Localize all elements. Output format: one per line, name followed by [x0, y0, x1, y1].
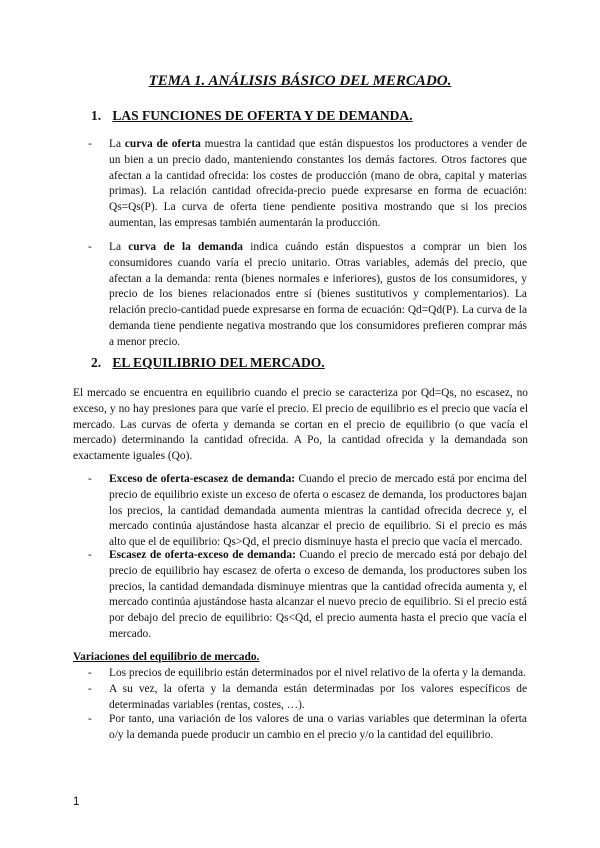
bullet-text: Cuando el precio de mercado está por debajo del precio de equilibrio hay escasez de oferta o exceso de demanda, los productores suben los precios, la cantidad demandada disminuye mientras que la cantidad ofrecida aumenta y, el mercado continúa ajustándose hasta alcanzar el nuevo precio de equilibrio. Si el precio está por debajo del precio de equilibrio: Qs<Qd, el precio aumenta hasta el precio que vacía el mercado.: [109, 549, 527, 640]
section-2-title: EL EQUILIBRIO DEL MERCADO.: [112, 355, 325, 370]
bullet-dash: -: [88, 138, 92, 150]
bullet-bold-term: Escasez de oferta-exceso de demanda:: [109, 549, 296, 561]
bullet-dash: -: [88, 241, 92, 253]
bullet-dash: -: [88, 667, 92, 679]
bullet-bold-term: curva de la demanda: [128, 241, 243, 253]
section-2-number: 2.: [91, 355, 102, 370]
variation-item: [88, 682, 527, 714]
variations-heading: Variaciones del equilibrio de mercado.: [73, 651, 260, 663]
bullet-supply-shortage: [88, 548, 527, 643]
variation-item: [88, 666, 527, 682]
variation-text: Los precios de equilibrio están determinados por el nivel relativo de la oferta y la demanda.: [109, 667, 526, 679]
bullet-excess-supply: [88, 472, 527, 551]
bullet-bold-term: Exceso de oferta-escasez de demanda:: [109, 473, 296, 485]
bullet-text: indica cuándo están dispuestos a comprar un bien los consumidores cuando varía el precio unitario. Otras variables, además del precio, que afectan a la demanda: renta (bienes normales e inferiores), gustos de los consumidores, y precio de los bienes relacionados entre sí (bienes sustitutivos y complementarios). La relación precio-cantidad puede expresarse en forma de ecuación: Qd=Qd(P). La curva de la demanda tiene pendiente negativa mostrando que los consumidores prefieren comprar más a menor precio.: [109, 241, 527, 348]
section-1-heading: [91, 108, 413, 124]
equilibrium-paragraph: El mercado se encuentra en equilibrio cuando el precio se caracteriza por Qd=Qs, no escasez, no exceso, y no hay presiones para que varíe el precio. El precio de equilibrio es el precio que vacía el mercado. Las curvas de oferta y demanda se cortan en el precio de equilibrio (o que vacía el mercado) determinando la cantidad ofrecida. A Po, la cantidad ofrecida y la demandada son exactamente iguales (Qo).: [73, 387, 528, 463]
bullet-dash: -: [88, 473, 92, 485]
variation-item: [88, 712, 527, 744]
page-title: TEMA 1. ANÁLISIS BÁSICO DEL MERCADO.: [148, 73, 452, 89]
bullet-dash: -: [88, 683, 92, 695]
bullet-lead: La: [109, 138, 125, 150]
bullet-text: muestra la cantidad que están dispuestos los productores a vender de un bien a un precio dado, manteniendo constantes los demás factores. Otros factores que afectan a la cantidad ofrecida: los costes de producción (mano de obra, capital y materias primas). La relación cantidad ofrecida-precio puede expresarse en forma de ecuación: Qs=Qs(P). La curva de oferta tiene pendiente positiva mostrando que si los precios aumentan, las empresas también aumentarán la producción.: [109, 138, 527, 229]
bullet-supply-curve: [88, 137, 527, 232]
bullet-bold-term: curva de oferta: [124, 138, 201, 150]
bullet-dash: -: [88, 549, 92, 561]
bullet-lead: La: [109, 241, 129, 253]
variation-text: A su vez, la oferta y la demanda están determinadas por los valores específicos de determinadas variables (rentas, costes, …).: [109, 683, 527, 711]
bullet-dash: -: [88, 713, 92, 725]
section-2-heading: [91, 355, 325, 371]
section-1-title: LAS FUNCIONES DE OFERTA Y DE DEMANDA.: [112, 108, 413, 123]
variation-text: Por tanto, una variación de los valores de una o varias variables que determinan la oferta o/y la demanda puede producir un cambio en el precio y/o la cantidad del equilibrio.: [109, 713, 527, 741]
section-1-number: 1.: [91, 108, 102, 123]
page-number: 1: [73, 796, 80, 808]
bullet-demand-curve: [88, 240, 527, 351]
bullet-text: Cuando el precio de mercado está por encima del precio de equilibrio existe un exceso de oferta o escasez de demanda, los productores bajan los precios, la cantidad demandada aumenta mientras la cantidad ofrecida decrece y, el mercado continúa ajustándose hasta alcanzar el precio de equilibrio. Si el precio es más alto que el de equilibrio: Qs>Qd, el precio disminuye hasta el precio que vacía el mercado.: [109, 473, 527, 549]
